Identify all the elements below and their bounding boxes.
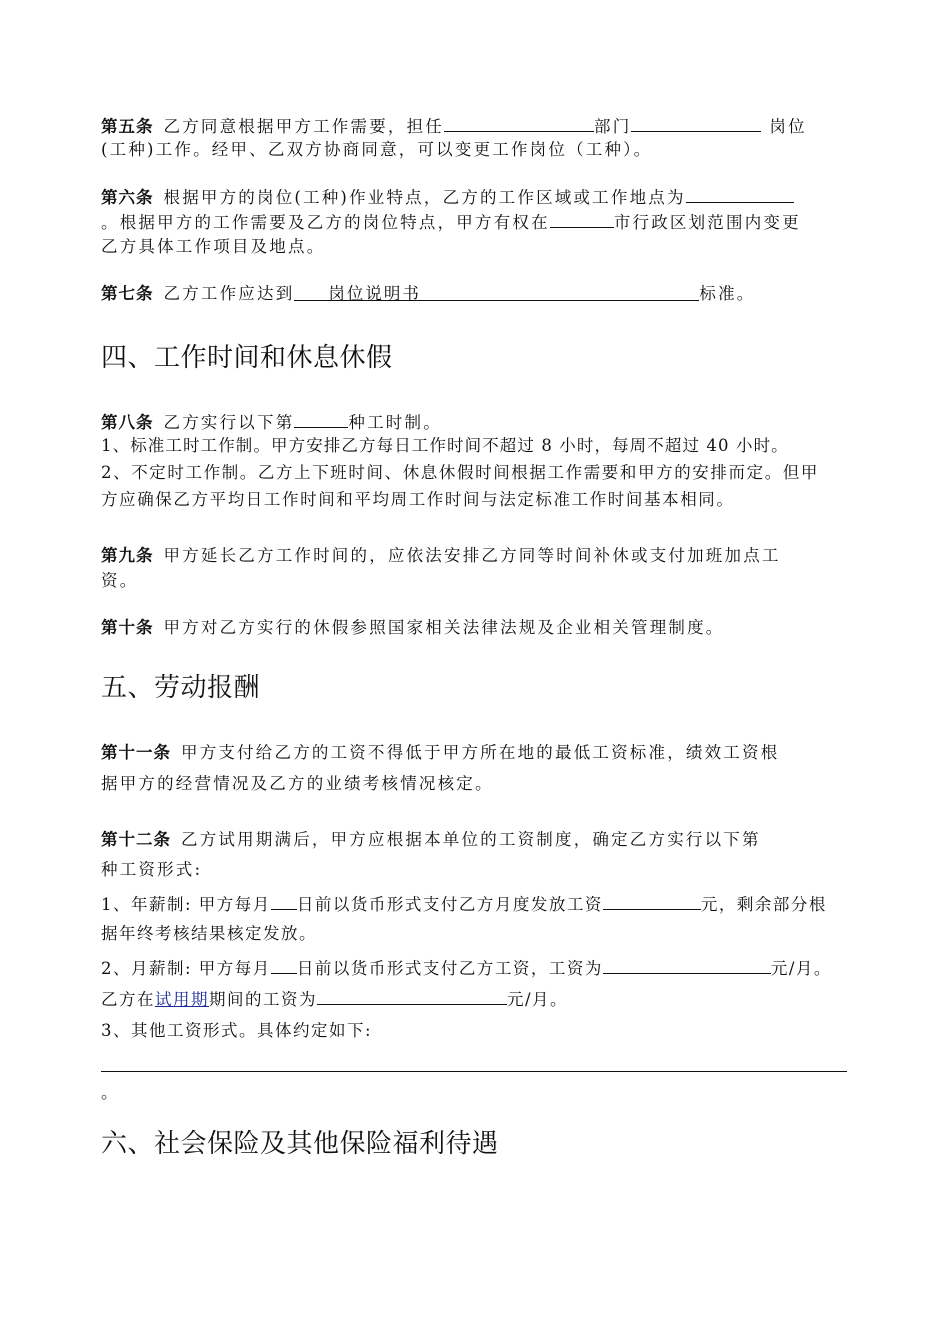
article-9-line-1 <box>101 545 781 567</box>
article-6-text-3: 市行政区划范围内变更 <box>613 213 801 232</box>
article-11-line-2: 据甲方的经营情况及乙方的业绩考核情况核定。 <box>101 774 494 793</box>
article-7-line <box>101 283 756 305</box>
article-5-label: 第五条 <box>101 117 154 136</box>
section-4-heading: 四、工作时间和休息休假 <box>101 343 393 373</box>
article-11-line-1 <box>101 742 779 764</box>
probation-salary-blank[interactable] <box>317 987 507 1005</box>
article-6-line-2 <box>101 210 801 234</box>
article-12-item-1b: 据年终考核结果核定发放。 <box>101 924 317 943</box>
article-11-label: 第十一条 <box>101 743 171 762</box>
annual-salary-text-2: 日前以货币形式支付乙方月度发放工资 <box>296 895 603 914</box>
article-9-text: 甲方延长乙方工作时间的，应依法安排乙方同等时间补休或支付加班加点工 <box>163 546 781 565</box>
article-12-line-2: 种工资形式: <box>101 860 203 879</box>
article-5-text: 乙方同意根据甲方工作需要，担任 <box>163 117 444 136</box>
article-9-label: 第九条 <box>101 546 154 565</box>
article-12-item-3: 3、其他工资形式。具体约定如下: <box>101 1021 373 1040</box>
article-12-label: 第十二条 <box>101 830 171 849</box>
position-blank[interactable] <box>444 114 594 132</box>
article-10-line <box>101 617 725 639</box>
article-6-label: 第六条 <box>101 188 154 207</box>
article-8-item-2a: 2、不定时工作制。乙方上下班时间、休息休假时间根据工作需要和甲方的安排而定。但甲 <box>101 463 819 482</box>
work-hours-type-blank[interactable] <box>294 410 348 428</box>
article-7-label: 第七条 <box>101 284 154 303</box>
article-8-item-2b: 方应确保乙方平均日工作时间和平均周工作时间与法定标准工作时间基本相同。 <box>101 490 735 509</box>
article-10-label: 第十条 <box>101 618 154 637</box>
article-10-text: 甲方对乙方实行的休假参照国家相关法律法规及企业相关管理制度。 <box>163 618 725 637</box>
article-9-line-2: 资。 <box>101 571 139 590</box>
article-12-text: 乙方试用期满后，甲方应根据本单位的工资制度，确定乙方实行以下第 <box>181 830 761 849</box>
probation-text-1: 乙方在 <box>101 990 155 1009</box>
article-12-item-2b <box>101 987 568 1011</box>
article-12-item-1 <box>101 892 827 916</box>
article-12-item-2 <box>101 956 832 980</box>
work-location-blank[interactable] <box>686 185 794 203</box>
monthly-pay-day-blank[interactable] <box>271 956 297 974</box>
monthly-payment-blank[interactable] <box>603 892 701 910</box>
other-wage-form-blank[interactable] <box>101 1071 847 1072</box>
standard-field-value: 岗位说明书 <box>328 284 421 303</box>
article-6-text-2: 。根据甲方的工作需要及乙方的岗位特点，甲方有权在 <box>101 213 550 232</box>
article-12-end-mark: 。 <box>101 1083 120 1102</box>
annual-pay-day-blank[interactable] <box>271 892 297 910</box>
article-7-suffix: 标准。 <box>699 284 756 303</box>
probation-text-3: 元/月。 <box>507 990 569 1009</box>
article-12-line-1 <box>101 829 761 851</box>
article-8-item-1: 1、标准工时工作制。甲方安排乙方每日工作时间不超过 8 小时，每周不超过 40 小时。 <box>101 436 789 455</box>
department-label: 部门 <box>594 117 632 136</box>
monthly-salary-text-1: 2、月薪制: 甲方每月 <box>101 959 271 978</box>
department-blank[interactable] <box>631 114 761 132</box>
annual-salary-text-3: 元，剩余部分根 <box>700 895 827 914</box>
article-6-line-3: 乙方具体工作项目及地点。 <box>101 237 326 256</box>
article-7-text: 乙方工作应达到 <box>163 284 295 303</box>
article-11-text: 甲方支付给乙方的工资不得低于甲方所在地的最低工资标准，绩效工资根 <box>181 743 780 762</box>
article-8-suffix: 种工时制。 <box>348 413 442 432</box>
post-label: 岗位 <box>769 117 807 136</box>
monthly-salary-text-3: 元/月。 <box>770 959 832 978</box>
article-8-label: 第八条 <box>101 413 154 432</box>
monthly-salary-blank[interactable] <box>603 956 771 974</box>
article-6-text: 根据甲方的岗位(工种)作业特点，乙方的工作区域或工作地点为 <box>163 188 686 207</box>
city-blank[interactable] <box>550 210 614 228</box>
article-8-line-1 <box>101 410 442 434</box>
article-5-line-2: (工种)工作。经甲、乙双方协商同意，可以变更工作岗位（工种）。 <box>101 140 653 159</box>
article-6-line-1 <box>101 185 794 209</box>
article-8-text: 乙方实行以下第 <box>163 413 295 432</box>
monthly-salary-text-2: 日前以货币形式支付乙方工资，工资为 <box>296 959 603 978</box>
standard-field[interactable] <box>294 283 699 301</box>
article-5-line-1 <box>101 114 807 138</box>
probation-text-2: 期间的工资为 <box>209 990 317 1009</box>
annual-salary-text-1: 1、年薪制: 甲方每月 <box>101 895 271 914</box>
section-5-heading: 五、劳动报酬 <box>101 673 261 703</box>
probation-link[interactable]: 试用期 <box>155 990 209 1009</box>
section-6-heading: 六、社会保险及其他保险福利待遇 <box>101 1129 499 1159</box>
